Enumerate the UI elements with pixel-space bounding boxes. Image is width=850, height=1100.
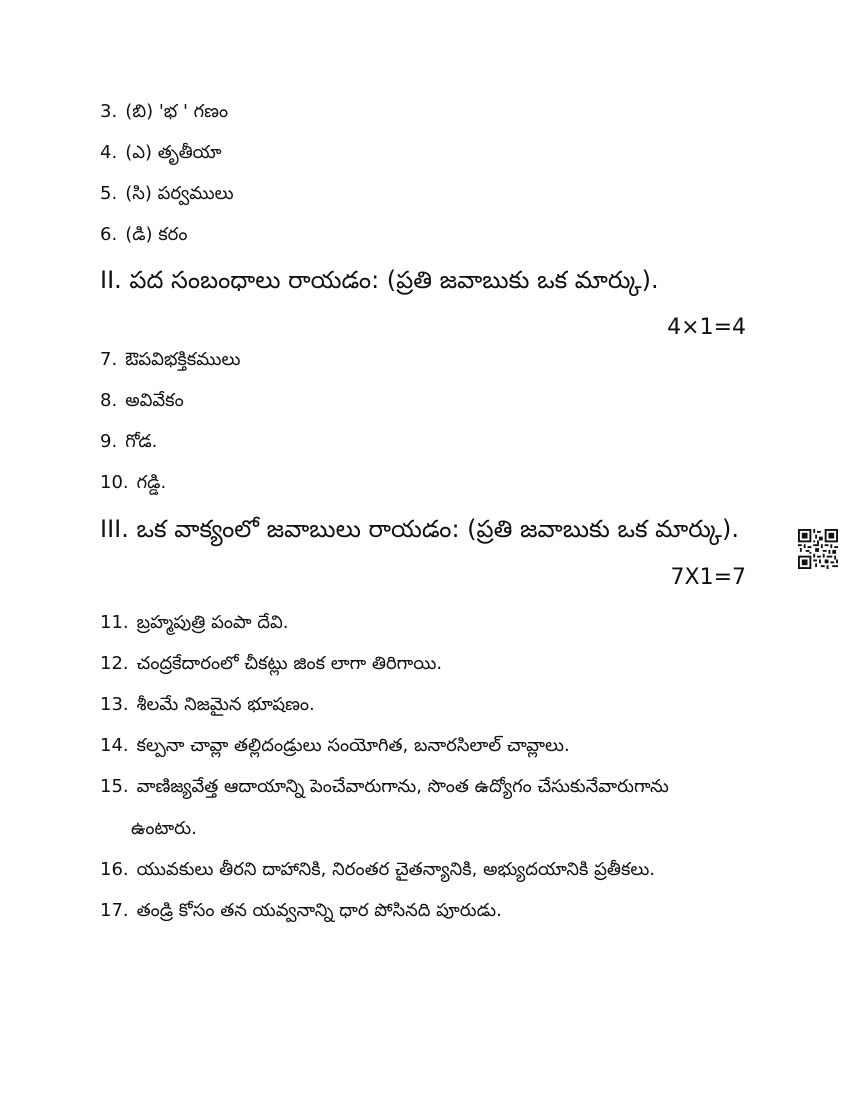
answer-text: ఔపవిభక్తికములు: [125, 349, 241, 370]
answer-text: అవివేకం: [125, 390, 184, 411]
answer-5: [100, 182, 234, 206]
answer-number: 7.: [100, 349, 118, 370]
answer-text: యువకులు తీరని దాహానికి, నిరంతర చైతన్యానికి, అభ్యుదయానికి ప్రతీకలు.: [136, 859, 656, 880]
answer-text: (డి) కరం: [125, 224, 188, 245]
answer-number: 14.: [100, 735, 129, 756]
answer-number: 5.: [100, 183, 118, 204]
answer-11: [100, 611, 289, 635]
answer-number: 4.: [100, 142, 118, 163]
answer-3: [100, 100, 228, 124]
answer-16: [100, 858, 655, 882]
answer-12: [100, 652, 442, 676]
answer-text: (సి) పర్వములు: [125, 183, 234, 204]
answer-number: 3.: [100, 101, 118, 122]
answer-text: చంద్రకేదారంలో చీకట్లు జింక లాగా తిరిగాయి.: [136, 653, 443, 674]
answer-text: గడ్డి.: [136, 472, 167, 493]
answer-number: 16.: [100, 859, 129, 880]
answer-text: శీలమే నిజమైన భూషణం.: [136, 694, 315, 715]
answer-4: [100, 141, 222, 165]
answer-text: వాణిజ్యవేత్త ఆదాయాన్ని పెంచేవారుగాను, సొంత ఉద్యోగం చేసుకునేవారుగాను: [136, 776, 669, 797]
answer-number: 12.: [100, 653, 129, 674]
answer-15: [100, 775, 669, 799]
section-2-heading: II. పద సంబంధాలు రాయడం: (ప్రతి జవాబుకు ఒక మార్కు).: [100, 266, 659, 294]
answer-14: [100, 734, 570, 758]
answer-9: [100, 430, 157, 454]
answer-17: [100, 899, 502, 923]
answer-7: [100, 348, 241, 372]
answer-text: కల్పనా చావ్లా తల్లిదండ్రులు సంయోగిత, బనారసిలాల్ చావ్లాలు.: [136, 735, 570, 756]
answer-13: [100, 693, 315, 717]
answer-number: 8.: [100, 390, 118, 411]
section-3-marks: 7X1=7: [670, 565, 746, 590]
answer-6: [100, 223, 187, 247]
section-3-heading: III. ఒక వాక్యంలో జవాబులు రాయడం: (ప్రతి జవాబుకు ఒక మార్కు).: [100, 515, 740, 543]
answer-8: [100, 389, 184, 413]
answer-number: 15.: [100, 776, 129, 797]
answer-number: 17.: [100, 900, 129, 921]
answer-number: 13.: [100, 694, 129, 715]
answer-number: 10.: [100, 472, 129, 493]
answer-number: 9.: [100, 431, 118, 452]
answer-text: తండ్రి కోసం తన యవ్వనాన్ని ధార పోసినది పూరుడు.: [136, 900, 502, 921]
section-2-marks: 4×1=4: [667, 315, 746, 340]
answer-number: 6.: [100, 224, 118, 245]
answer-text: గోడ.: [125, 431, 158, 452]
answer-text: (బి) 'భ ' గణం: [125, 101, 229, 122]
answer-15-continuation: ఉంటారు.: [131, 818, 197, 839]
answer-number: 11.: [100, 612, 129, 633]
answer-text: బ్రహ్మపుత్రి పంపా దేవి.: [136, 612, 289, 633]
answer-text: (ఎ) తృతీయా: [125, 142, 222, 163]
qr-code-icon[interactable]: [798, 529, 838, 569]
answer-10: [100, 471, 166, 495]
